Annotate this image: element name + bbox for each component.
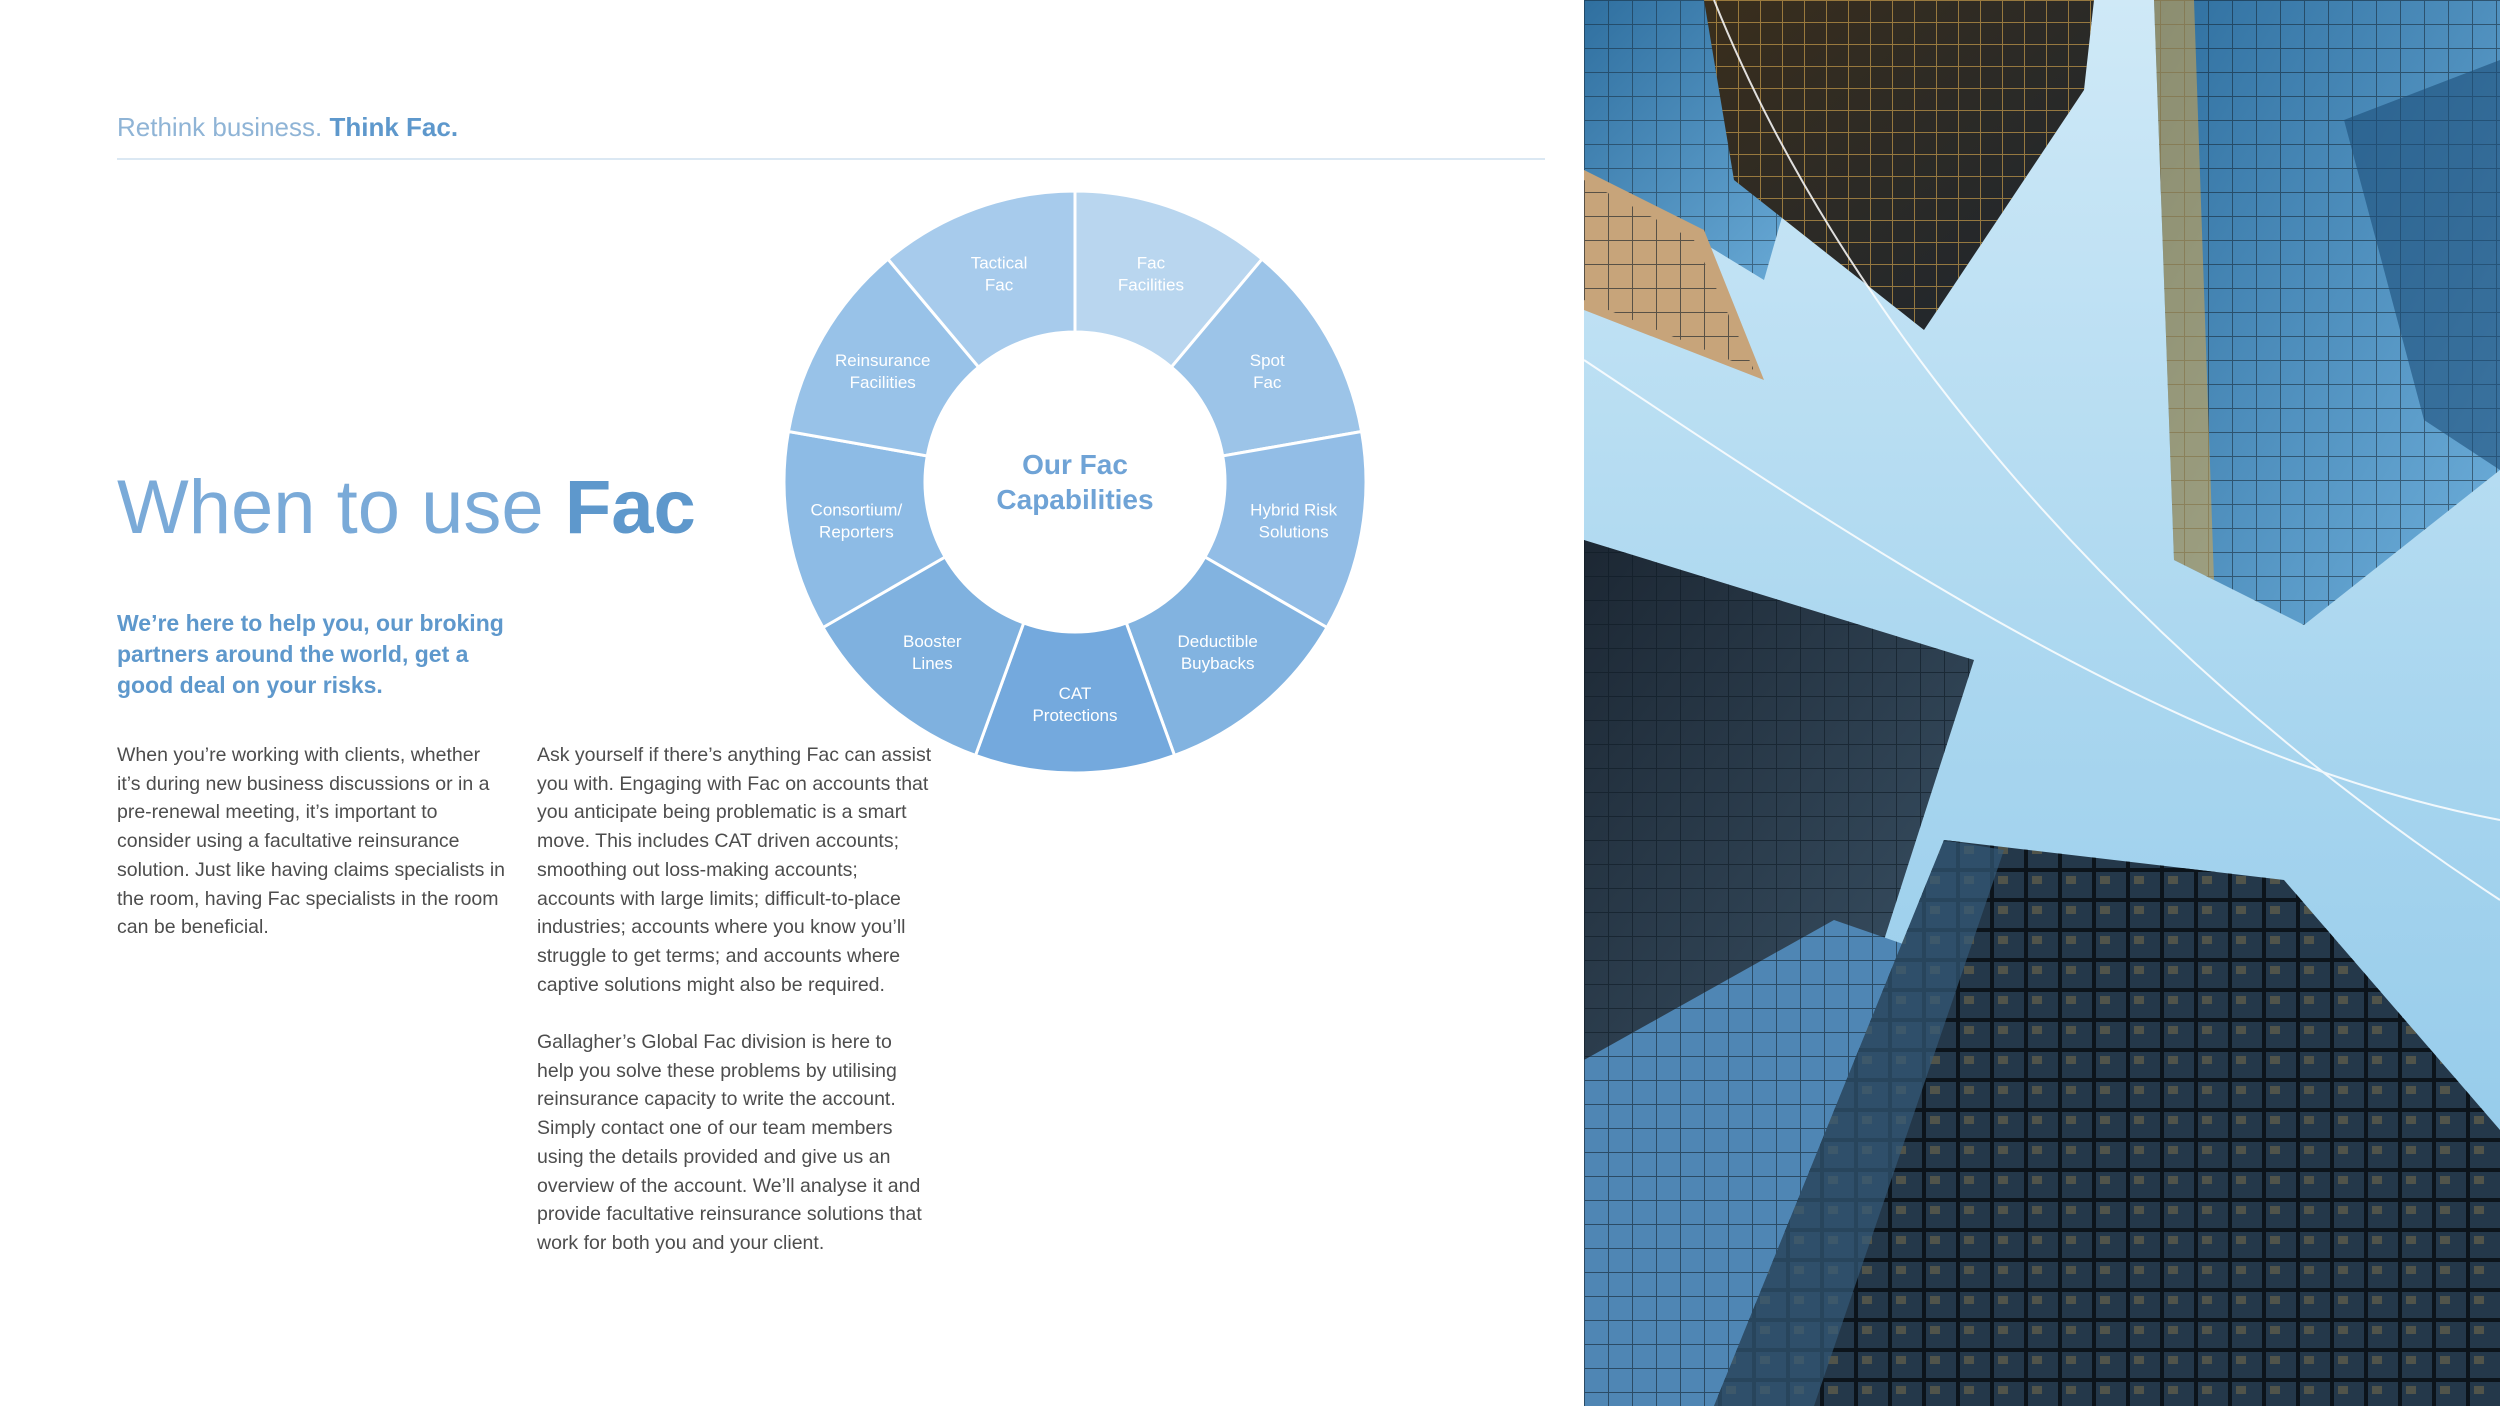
- tagline-plain: Rethink business.: [117, 112, 323, 142]
- body-paragraph-2: Gallagher’s Global Fac division is here to help you solve these problems by utilising reinsurance capacity to write the account. Simply contact one of our team members using the details provided and give us an overview of the account. We’ll analyse it and provide facultative reinsurance solutions that work for both you and your client.: [537, 1031, 922, 1254]
- wheel-segment-label: Consortium/ Reporters: [810, 500, 903, 542]
- wheel-center-line-2: Capabilities: [996, 484, 1154, 515]
- wheel-segment-label: CAT Protections: [1032, 684, 1118, 725]
- wheel-segment-label: Reinsurance Facilities: [835, 351, 931, 392]
- wheel-center-line-1: Our Fac: [1022, 449, 1128, 480]
- lead-paragraph: We’re here to help you, our broking partners around the world, get a good deal on your risks.: [117, 610, 504, 698]
- body-column-right: [537, 741, 932, 1258]
- header-divider: [117, 158, 1545, 160]
- page-title: [117, 465, 696, 550]
- title-strong: Fac: [564, 465, 696, 550]
- wheel-segment-label: Tactical Fac: [970, 253, 1028, 295]
- wheel-segment-label: Deductible Buybacks: [1177, 632, 1258, 674]
- wheel-center-circle: [925, 332, 1225, 632]
- wheel-segment-label: Booster Lines: [903, 632, 962, 674]
- tagline-strong: Think Fac.: [329, 112, 459, 142]
- body-column-left: When you’re working with clients, whether it’s during new business discussions or in a pre-renewal meeting, it’s important to consider using a facultative reinsurance solution. Just like having claims specialists in the room, having Fac specialists in the room can be beneficial.: [117, 744, 506, 939]
- wheel-segment-label: Hybrid Risk Solutions: [1250, 500, 1338, 542]
- capabilities-wheel: [781, 188, 1369, 776]
- skyscrapers-photo: [1584, 0, 2500, 1406]
- title-plain: When to use: [117, 465, 544, 550]
- wheel-segment-label: Spot Fac: [1249, 351, 1285, 392]
- body-paragraph-1: Ask yourself if there’s anything Fac can assist you with. Engaging with Fac on accounts that you anticipate being problematic is a smart move. This includes CAT driven accounts; smoothing out loss-making accounts; accounts with large limits; difficult-to-place industries; accounts where you know you’ll struggle to get terms; and accounts where captive solutions might also be required.: [537, 744, 932, 996]
- wheel-segment-label: Fac Facilities: [1117, 253, 1184, 295]
- header-tagline: [117, 112, 458, 143]
